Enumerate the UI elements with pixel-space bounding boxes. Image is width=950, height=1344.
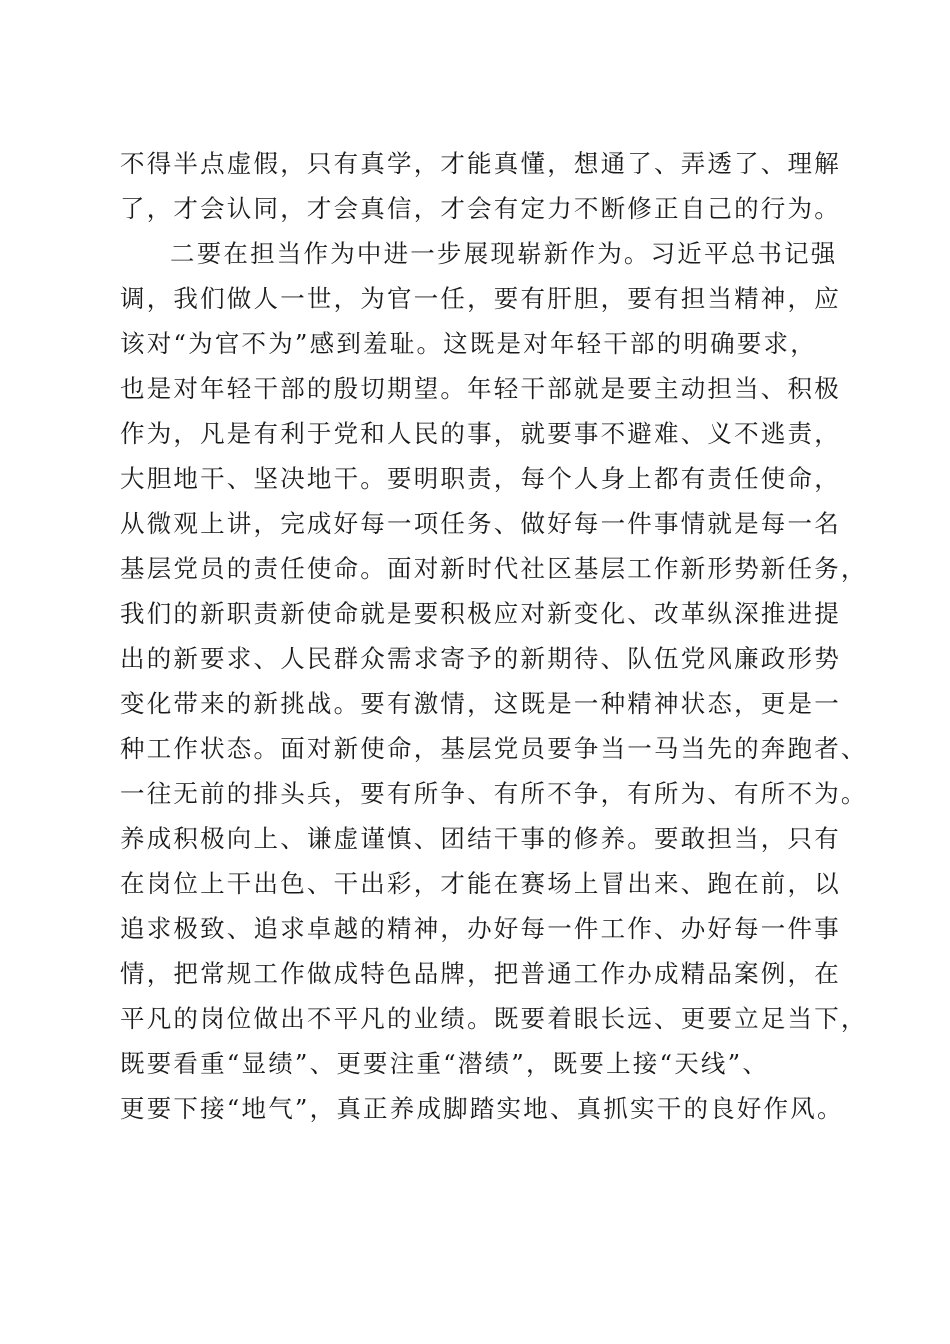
text-line: 更要下接“地气”，真正养成脚踏实地、真抓实干的良好作风。 [120,1094,844,1123]
text-line: 追求极致、追求卓越的精神，办好每一件工作、办好每一件事 [120,914,841,943]
text-line: 不得半点虚假，只有真学，才能真懂，想通了、弄透了、理解 [120,149,841,178]
text-line: 在岗位上干出色、干出彩，才能在赛场上冒出来、跑在前，以 [120,869,841,898]
text-line: 大胆地干、坚决地干。要明职责，每个人身上都有责任使命， [120,464,841,493]
text-line: 基层党员的责任使命。面对新时代社区基层工作新形势新任务， [120,554,868,583]
text-line: 调，我们做人一世，为官一任，要有肝胆，要有担当精神，应 [120,284,841,313]
text-line: 养成积极向上、谦虚谨慎、团结干事的修养。要敢担当，只有 [120,824,841,853]
text-line: 作为，凡是有利于党和人民的事，就要事不避难、义不逃责， [120,419,841,448]
text-line: 情，把常规工作做成特色品牌，把普通工作办成精品案例，在 [120,959,841,988]
paragraph-start-line: 二要在担当作为中进一步展现崭新作为。习近平总书记强 [170,239,838,268]
text-line: 我们的新职责新使命就是要积极应对新变化、改革纵深推进提 [120,599,841,628]
text-line: 一往无前的排头兵，要有所争、有所不争，有所为、有所不为。 [120,779,868,808]
text-line: 既要看重“显绩”、更要注重“潜绩”，既要上接“天线”、 [120,1049,770,1078]
text-line: 也是对年轻干部的殷切期望。年轻干部就是要主动担当、积极 [120,374,841,403]
text-line: 了，才会认同，才会真信，才会有定力不断修正自己的行为。 [120,194,841,223]
text-line: 平凡的岗位做出不平凡的业绩。既要着眼长远、更要立足当下， [120,1004,868,1033]
text-line: 从微观上讲，完成好每一项任务、做好每一件事情就是每一名 [120,509,841,538]
text-line: 变化带来的新挑战。要有激情，这既是一种精神状态，更是一 [120,689,841,718]
text-line: 出的新要求、人民群众需求寄予的新期待、队伍党风廉政形势 [120,644,841,673]
text-line: 该对“为官不为”感到羞耻。这既是对年轻干部的明确要求， [120,329,817,358]
body-text [120,141,868,1131]
text-line: 种工作状态。面对新使命，基层党员要争当一马当先的奔跑者、 [120,734,868,763]
